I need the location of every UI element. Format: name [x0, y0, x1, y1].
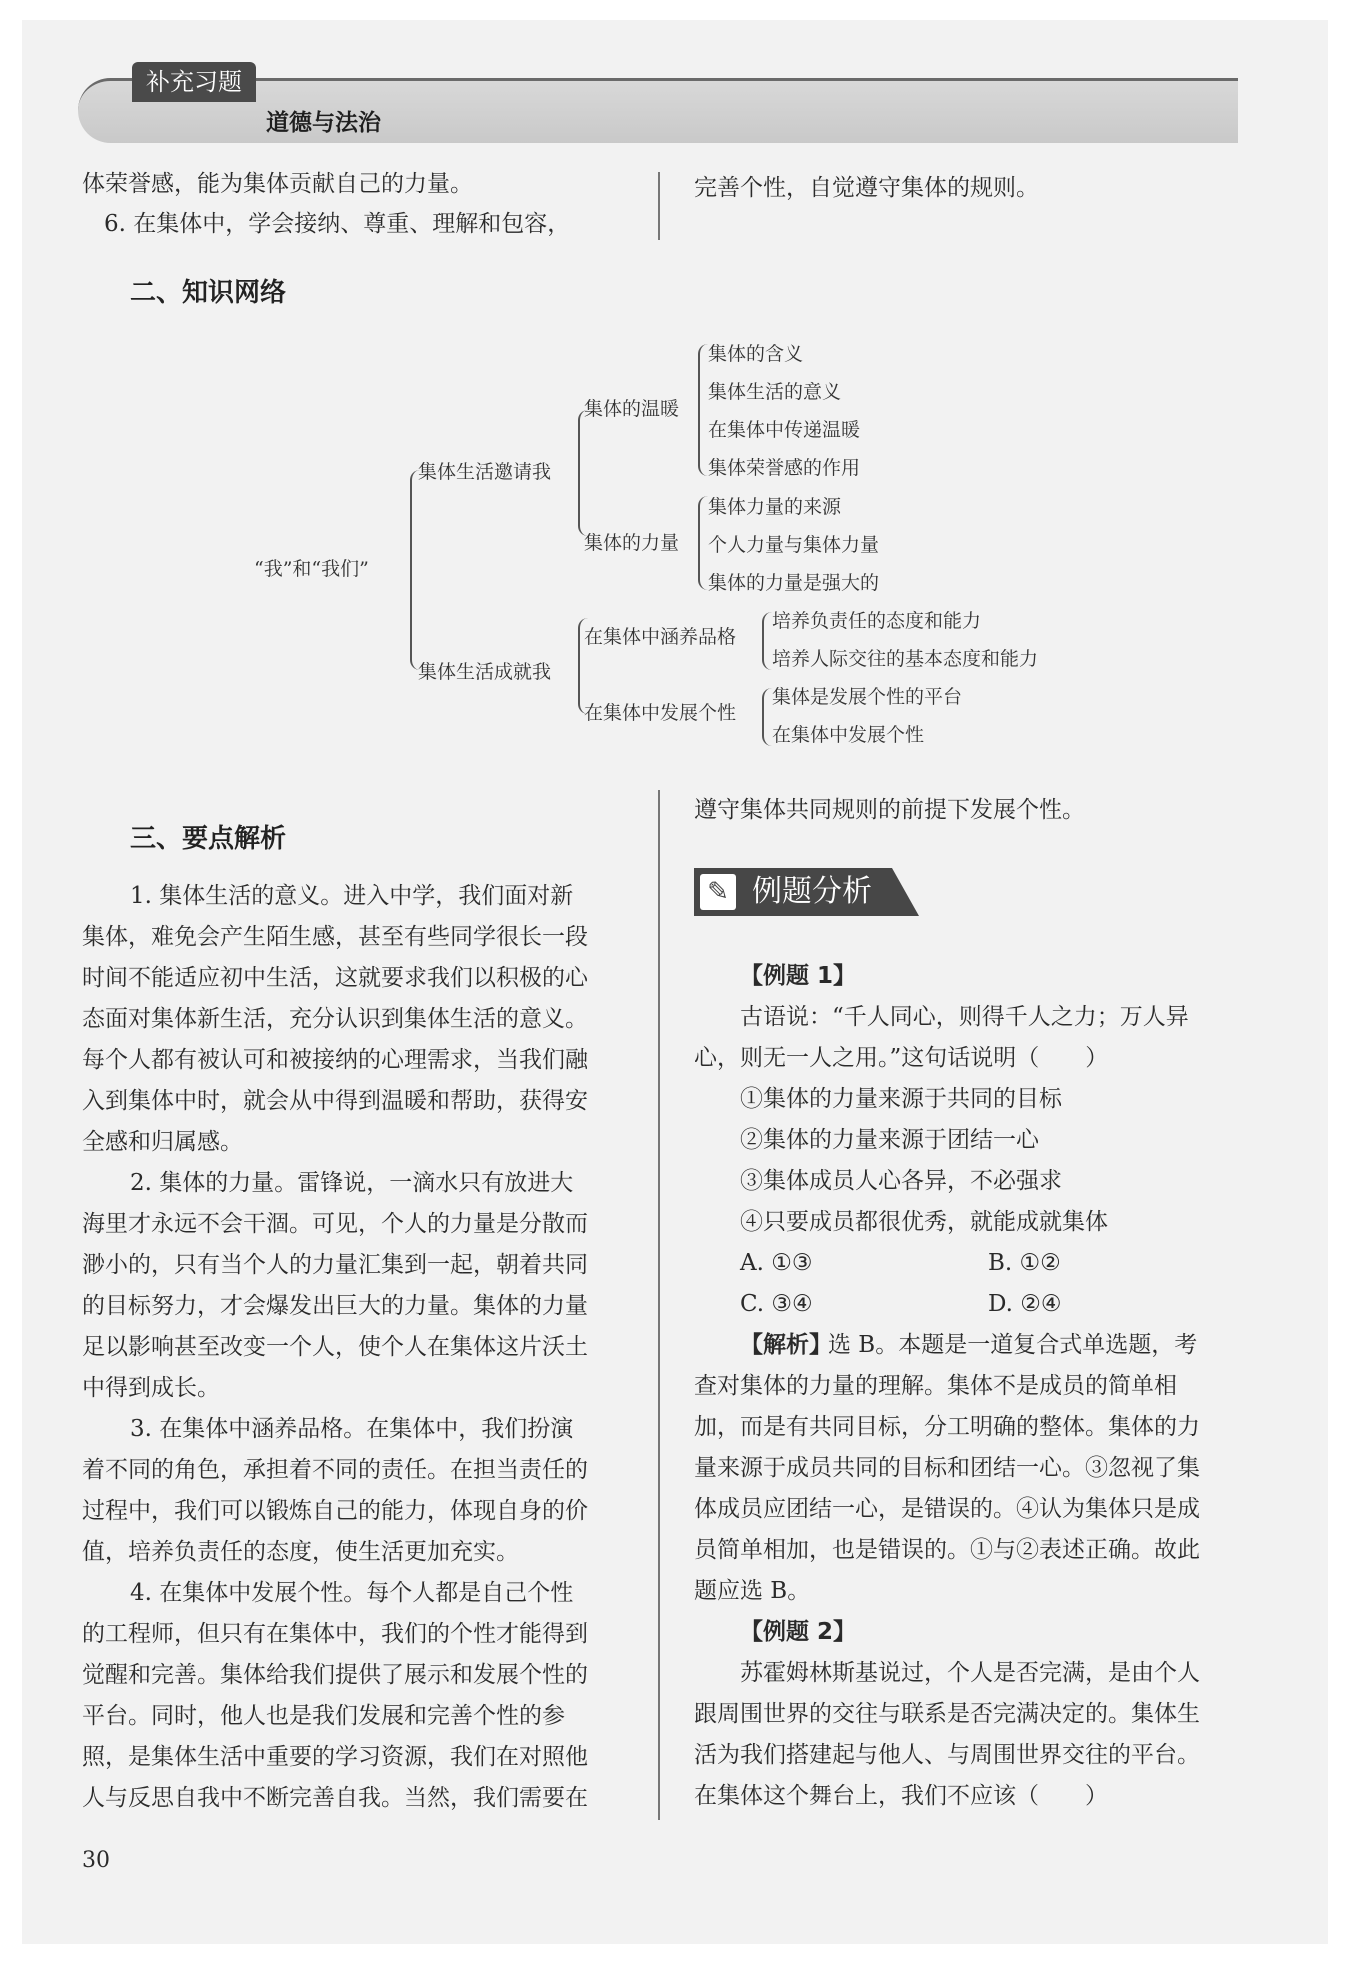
example2-stem-line: 跟周围世界的交往与联系是否完满决定的。集体生 [694, 1701, 1200, 1727]
page-number: 30 [82, 1848, 110, 1873]
key-point-line: 觉醒和完善。集体给我们提供了展示和发展个性的 [82, 1662, 588, 1688]
tree-b2s2-item: 集体是发展个性的平台 [772, 686, 963, 708]
key-points-heading: 三、要点解析 [130, 824, 287, 854]
top-left-line-2: 6. 在集体中，学会接纳、尊重、理解和包容， [104, 211, 571, 237]
key-point-line: 平台。同时，他人也是我们发展和完善个性的参 [82, 1703, 565, 1729]
key-point-line: 过程中，我们可以锻炼自己的能力，体现自身的价 [82, 1498, 588, 1524]
example1-choice-a: A. ①③ [740, 1250, 813, 1276]
example2-stem-line: 苏霍姆林斯基说过，个人是否完满，是由个人 [740, 1660, 1200, 1686]
key-point-line: 态面对集体新生活，充分认识到集体生活的意义。 [82, 1006, 588, 1032]
header-subject: 道德与法治 [266, 110, 381, 136]
tree-root: “我”和“我们” [254, 558, 369, 580]
example1-option: ③集体成员人心各异，不必强求 [740, 1168, 1062, 1194]
tree-b2s1-item: 培养人际交往的基本态度和能力 [772, 648, 1039, 670]
tree-brace-branch1 [578, 410, 590, 536]
tree-b1-sub1: 集体的温暖 [584, 398, 680, 420]
key-point-line: 全感和归属感。 [82, 1129, 243, 1155]
key-point-line: 1. 集体生活的意义。进入中学，我们面对新 [130, 883, 574, 909]
example1-analysis-line: 选 B。本题是一道复合式单选题，考 [828, 1332, 1198, 1358]
key-point-line: 中得到成长。 [82, 1375, 220, 1401]
example1-analysis-line: 题应选 B。 [694, 1578, 811, 1604]
key-point-line: 2. 集体的力量。雷锋说，一滴水只有放进大 [130, 1170, 574, 1196]
key-point-line: 的工程师，但只有在集体中，我们的个性才能得到 [82, 1621, 588, 1647]
key-point-line: 渺小的，只有当个人的力量汇集到一起，朝着共同 [82, 1252, 588, 1278]
key-point-line: 照，是集体生活中重要的学习资源，我们在对照他 [82, 1744, 588, 1770]
tree-b1s2-item: 个人力量与集体力量 [708, 534, 880, 556]
pencil-icon: ✎ [700, 874, 736, 910]
tree-b1s1-item: 在集体中传递温暖 [708, 419, 861, 441]
tree-brace-root [410, 470, 422, 670]
example1-stem-line: 心，则无一人之用。”这句话说明（ ） [694, 1045, 1109, 1071]
key-point-line: 着不同的角色，承担着不同的责任。在担当责任的 [82, 1457, 588, 1483]
example1-analysis-line: 查对集体的力量的理解。集体不是成员的简单相 [694, 1373, 1177, 1399]
key-point-line: 的目标努力，才会爆发出巨大的力量。集体的力量 [82, 1293, 588, 1319]
example1-analysis-label: 【解析】 [740, 1332, 832, 1358]
example1-analysis-line: 体成员应团结一心，是错误的。④认为集体只是成 [694, 1496, 1200, 1522]
header-tab-label: 补充习题 [132, 62, 256, 102]
example1-label: 【例题 1】 [740, 963, 857, 989]
key-point-line: 集体，难免会产生陌生感，甚至有些同学很长一段 [82, 924, 588, 950]
examples-banner-title: 例题分析 [752, 874, 872, 909]
tree-b2s2-item: 在集体中发展个性 [772, 724, 925, 746]
key-point-line: 值，培养负责任的态度，使生活更加充实。 [82, 1539, 519, 1565]
tree-b1s2-item: 集体的力量是强大的 [708, 572, 880, 594]
example1-analysis-line: 加，而是有共同目标，分工明确的整体。集体的力 [694, 1414, 1200, 1440]
example2-stem-line: 在集体这个舞台上，我们不应该（ ） [694, 1783, 1108, 1809]
tree-b1s1-item: 集体荣誉感的作用 [708, 457, 861, 479]
key-point-line: 入到集体中时，就会从中得到温暖和帮助，获得安 [82, 1088, 588, 1114]
example1-stem-line: 古语说：“千人同心，则得千人之力；万人异 [740, 1004, 1189, 1030]
example1-option: ①集体的力量来源于共同的目标 [740, 1086, 1062, 1112]
tree-b1s2-item: 集体力量的来源 [708, 496, 842, 518]
column-divider-main [658, 790, 660, 1820]
tree-branch2: 集体生活成就我 [418, 661, 552, 683]
example2-stem-line: 活为我们搭建起与他人、与周围世界交往的平台。 [694, 1742, 1200, 1768]
column-divider-top [658, 172, 660, 240]
example1-option: ④只要成员都很优秀，就能成就集体 [740, 1209, 1108, 1235]
tree-branch1: 集体生活邀请我 [418, 461, 552, 483]
example1-choice-b: B. ①② [988, 1250, 1061, 1276]
top-right-line: 完善个性，自觉遵守集体的规则。 [694, 175, 1039, 201]
key-point-line: 时间不能适应初中生活，这就要求我们以积极的心 [82, 965, 588, 991]
key-point-line: 人与反思自我中不断完善自我。当然，我们需要在 [82, 1785, 588, 1811]
example2-label: 【例题 2】 [740, 1619, 857, 1645]
top-left-line-1: 体荣誉感，能为集体贡献自己的力量。 [82, 171, 473, 197]
key-point-continuation: 遵守集体共同规则的前提下发展个性。 [694, 797, 1085, 823]
tree-b1s1-item: 集体的含义 [708, 343, 804, 365]
tree-b2-sub1: 在集体中涵养品格 [584, 626, 737, 648]
key-point-line: 足以影响甚至改变一个人，使个人在集体这片沃土 [82, 1334, 588, 1360]
example1-analysis-line: 量来源于成员共同的目标和团结一心。③忽视了集 [694, 1455, 1200, 1481]
tree-b2s1-item: 培养负责任的态度和能力 [772, 610, 982, 632]
tree-b2-sub2: 在集体中发展个性 [584, 702, 737, 724]
key-point-line: 4. 在集体中发展个性。每个人都是自己个性 [130, 1580, 574, 1606]
example1-choice-c: C. ③④ [740, 1291, 813, 1317]
example1-option: ②集体的力量来源于团结一心 [740, 1127, 1039, 1153]
tree-b1-sub2: 集体的力量 [584, 532, 680, 554]
example1-analysis-line: 员简单相加，也是错误的。①与②表述正确。故此 [694, 1537, 1200, 1563]
knowledge-network-heading: 二、知识网络 [130, 278, 287, 308]
key-point-line: 3. 在集体中涵养品格。在集体中，我们扮演 [130, 1416, 574, 1442]
key-point-line: 每个人都有被认可和被接纳的心理需求，当我们融 [82, 1047, 588, 1073]
example1-choice-d: D. ②④ [988, 1291, 1062, 1317]
tree-b1s1-item: 集体生活的意义 [708, 381, 842, 403]
key-point-line: 海里才永远不会干涸。可见，个人的力量是分散而 [82, 1211, 588, 1237]
